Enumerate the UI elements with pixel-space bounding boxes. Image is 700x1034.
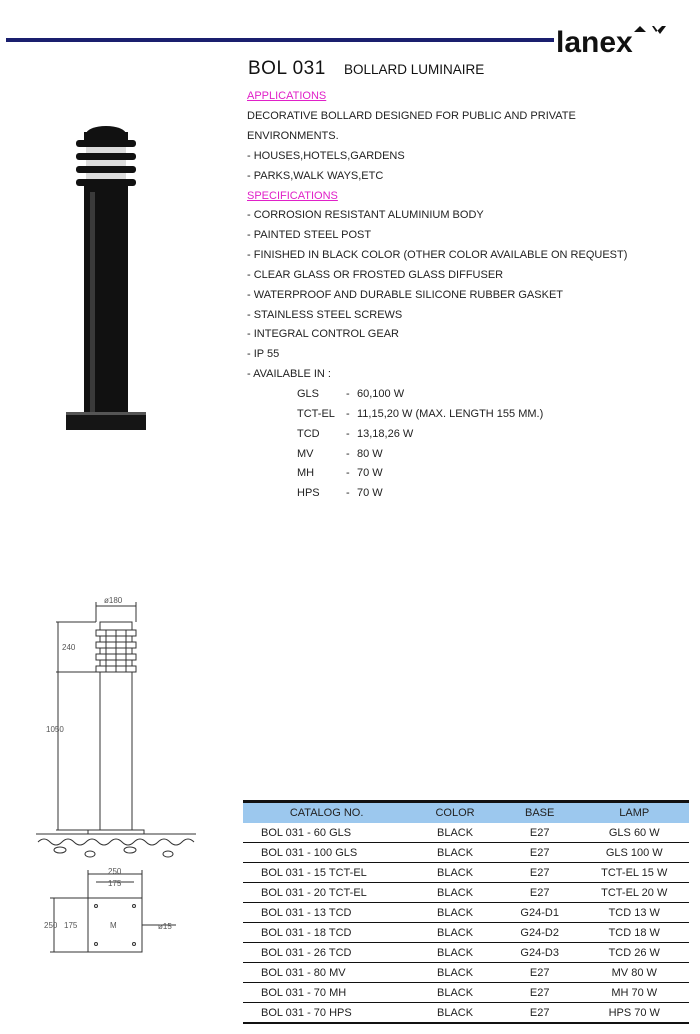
table-row — [243, 903, 689, 923]
spec-line: - WATERPROOF AND DURABLE SILICONE RUBBER GASKET — [247, 289, 563, 301]
cell-color: BLACK — [410, 963, 500, 983]
table-row — [243, 943, 689, 963]
cell-base: E27 — [500, 1003, 580, 1024]
col-lamp: LAMP — [580, 802, 689, 824]
logo-text: lanex — [556, 26, 633, 56]
lanex-logo — [556, 22, 666, 56]
cell-lamp: TCD 18 W — [580, 923, 689, 943]
dim-bolt-width: 175 — [108, 879, 122, 888]
lamp-type: TCD — [297, 428, 320, 440]
cell-color: BLACK — [410, 1003, 500, 1024]
cell-color: BLACK — [410, 863, 500, 883]
table-row — [243, 1003, 689, 1024]
spec-line: - INTEGRAL CONTROL GEAR — [247, 328, 399, 340]
cell-catalog-no: BOL 031 - 26 TCD — [243, 943, 410, 963]
cell-base: E27 — [500, 883, 580, 903]
dim-total-height: 1050 — [46, 725, 64, 734]
lamp-dash: - — [346, 467, 350, 479]
table-row — [243, 823, 689, 843]
applications-line: - HOUSES,HOTELS,GARDENS — [247, 150, 405, 162]
dim-hole: ø15 — [158, 922, 172, 931]
lamp-type: MH — [297, 467, 315, 479]
cell-lamp: TCD 13 W — [580, 903, 689, 923]
cell-lamp: MV 80 W — [580, 963, 689, 983]
cell-catalog-no: BOL 031 - 20 TCT-EL — [243, 883, 410, 903]
applications-heading: APPLICATIONS — [247, 90, 327, 102]
cell-color: BLACK — [410, 983, 500, 1003]
header-rule — [6, 38, 554, 42]
elevation-drawing — [30, 592, 205, 862]
dim-diameter: ø180 — [104, 596, 123, 605]
lamp-dash: - — [346, 388, 350, 400]
spec-line: - IP 55 — [247, 348, 280, 360]
spec-line: - PAINTED STEEL POST — [247, 229, 372, 241]
table-row — [243, 863, 689, 883]
cell-lamp: GLS 60 W — [580, 823, 689, 843]
spec-line: - AVAILABLE IN : — [247, 368, 331, 380]
cell-color: BLACK — [410, 943, 500, 963]
lamp-type: GLS — [297, 388, 320, 400]
cell-base: E27 — [500, 983, 580, 1003]
cell-lamp: TCD 26 W — [580, 943, 689, 963]
cell-lamp: MH 70 W — [580, 983, 689, 1003]
cell-color: BLACK — [410, 843, 500, 863]
dim-bolt-height: 175 — [64, 921, 78, 930]
dim-base-height: 250 — [44, 921, 58, 930]
product-code: BOL 031 — [248, 58, 326, 79]
cell-color: BLACK — [410, 903, 500, 923]
lamp-dash: - — [346, 448, 350, 460]
lamp-watts: 70 W — [357, 487, 383, 499]
applications-line: DECORATIVE BOLLARD DESIGNED FOR PUBLIC AND PRIVATE — [247, 110, 576, 122]
cell-color: BLACK — [410, 923, 500, 943]
cell-lamp: GLS 100 W — [580, 843, 689, 863]
cell-color: BLACK — [410, 883, 500, 903]
table-row — [243, 843, 689, 863]
lamp-dash: - — [346, 487, 350, 499]
cell-base: G24-D2 — [500, 923, 580, 943]
dim-center-mark: M — [110, 921, 117, 930]
cell-catalog-no: BOL 031 - 70 MH — [243, 983, 410, 1003]
cell-catalog-no: BOL 031 - 80 MV — [243, 963, 410, 983]
cell-base: E27 — [500, 843, 580, 863]
spec-line: - FINISHED IN BLACK COLOR (OTHER COLOR AVAILABLE ON REQUEST) — [247, 249, 628, 261]
cell-catalog-no: BOL 031 - 60 GLS — [243, 823, 410, 843]
table-row — [243, 923, 689, 943]
cell-lamp: HPS 70 W — [580, 1003, 689, 1024]
spec-line: - CORROSION RESISTANT ALUMINIUM BODY — [247, 209, 484, 221]
dim-base-width: 250 — [108, 867, 122, 876]
catalog-table — [243, 800, 689, 1024]
lamp-watts: 11,15,20 W (MAX. LENGTH 155 MM.) — [357, 408, 544, 420]
cell-base: E27 — [500, 823, 580, 843]
cell-color: BLACK — [410, 823, 500, 843]
cell-base: G24-D3 — [500, 943, 580, 963]
cell-catalog-no: BOL 031 - 70 HPS — [243, 1003, 410, 1024]
cell-catalog-no: BOL 031 - 13 TCD — [243, 903, 410, 923]
bollard-photo — [64, 124, 148, 432]
dim-head-height: 240 — [62, 643, 76, 652]
lamp-watts: 60,100 W — [357, 388, 405, 400]
table-header-row — [243, 802, 689, 824]
lamp-type: MV — [297, 448, 314, 460]
product-name: BOLLARD LUMINAIRE — [344, 62, 485, 77]
table-row — [243, 883, 689, 903]
spec-line: - CLEAR GLASS OR FROSTED GLASS DIFFUSER — [247, 269, 504, 281]
cell-lamp: TCT-EL 15 W — [580, 863, 689, 883]
spec-line: - STAINLESS STEEL SCREWS — [247, 309, 403, 321]
applications-line: ENVIRONMENTS. — [247, 130, 339, 142]
lamp-type: TCT-EL — [297, 408, 335, 420]
lamp-dash: - — [346, 408, 350, 420]
col-base: BASE — [500, 802, 580, 824]
cell-catalog-no: BOL 031 - 15 TCT-EL — [243, 863, 410, 883]
applications-line: - PARKS,WALK WAYS,ETC — [247, 170, 384, 182]
cell-catalog-no: BOL 031 - 18 TCD — [243, 923, 410, 943]
lamp-watts: 13,18,26 W — [357, 428, 414, 440]
table-row — [243, 963, 689, 983]
cell-base: G24-D1 — [500, 903, 580, 923]
col-catalog-no: CATALOG NO. — [243, 802, 410, 824]
cell-lamp: TCT-EL 20 W — [580, 883, 689, 903]
col-color: COLOR — [410, 802, 500, 824]
lamp-type: HPS — [297, 487, 320, 499]
lamp-watts: 70 W — [357, 467, 383, 479]
lamp-dash: - — [346, 428, 350, 440]
cell-catalog-no: BOL 031 - 100 GLS — [243, 843, 410, 863]
cell-base: E27 — [500, 963, 580, 983]
cell-base: E27 — [500, 863, 580, 883]
base-plan-drawing — [40, 864, 190, 959]
table-row — [243, 983, 689, 1003]
lamp-watts: 80 W — [357, 448, 383, 460]
specifications-heading: SPECIFICATIONS — [247, 190, 338, 202]
